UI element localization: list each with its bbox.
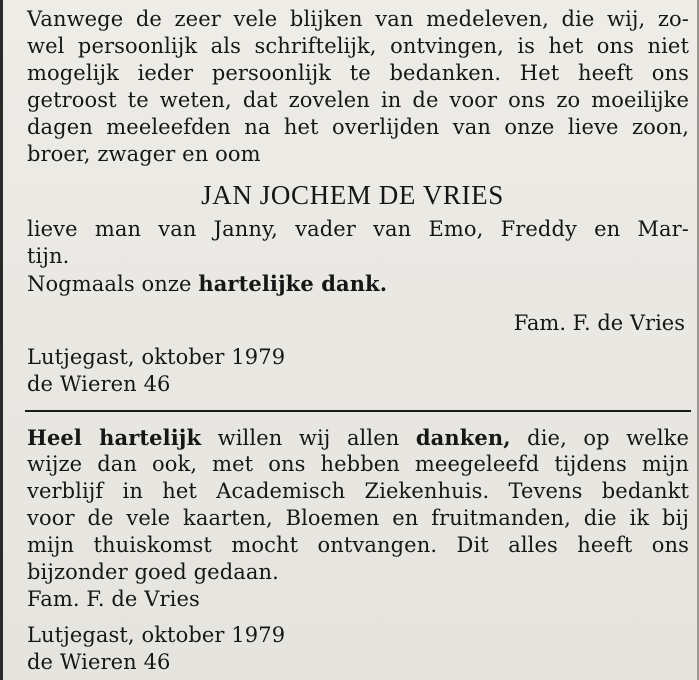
- thanks-prefix: Nogmaals onze: [27, 272, 199, 296]
- notice1-line-2: wel persoonlijk als schriftelijk, ontvingen, is het ons niet: [27, 34, 689, 58]
- notice1-thanks: [27, 270, 689, 297]
- notice1-line-5: dagen meeleefden na het overlijden van onze lieve zoon,: [27, 115, 689, 139]
- notice2-line-5: mijn thuiskomst mocht ontvangen. Dit alles heeft ons: [27, 533, 689, 557]
- notice2-line-1: [27, 424, 689, 451]
- thanks-bold: hartelijke dank.: [198, 271, 388, 296]
- notice1-after-line-1: lieve man van Janny, vader van Emo, Freddy en Mar-: [27, 217, 689, 241]
- notice1-line-6: broer, zwager en oom: [27, 142, 261, 166]
- notice2-line-4: voor de vele kaarten, Bloemen en fruitmanden, die ik bij: [27, 506, 689, 530]
- notice2-place-date: Lutjegast, oktober 1979: [27, 623, 286, 647]
- notice1-address: de Wieren 46: [27, 372, 171, 396]
- notice2-address: de Wieren 46: [27, 650, 171, 674]
- notice2-line-2: wijze dan ook, met ons hebben meegeleefd tijdens mijn: [27, 452, 689, 476]
- notice2-line-3: verblijf in het Academisch Ziekenhuis. Tevens bedankt: [27, 479, 689, 503]
- danken: danken,: [415, 425, 511, 450]
- line1-mid: willen wij allen: [201, 426, 416, 450]
- divider-rule: [25, 410, 691, 412]
- heel-hartelijk: Heel hartelijk: [27, 425, 202, 450]
- notice1-after-line-2: tijn.: [27, 244, 70, 268]
- notice1-line-4: getroost te weten, dat zovelen in de voor ons zo moeilijke: [27, 88, 689, 112]
- notice1-line-1: Vanwege de zeer vele blijken van medeleven, die wij, zo-: [27, 7, 689, 31]
- notice1-line-3: mogelijk ieder persoonlijk te bedanken. Het heeft ons: [27, 61, 689, 85]
- line1-end: die, op welke: [510, 426, 689, 450]
- notice2-signature: Fam. F. de Vries: [27, 587, 200, 611]
- notice1-signature: Fam. F. de Vries: [513, 311, 685, 335]
- notice1-place-date: Lutjegast, oktober 1979: [27, 345, 286, 369]
- deceased-name: JAN JOCHEM DE VRIES: [201, 180, 504, 210]
- notice2-line-6: bijzonder goed gedaan.: [27, 560, 279, 584]
